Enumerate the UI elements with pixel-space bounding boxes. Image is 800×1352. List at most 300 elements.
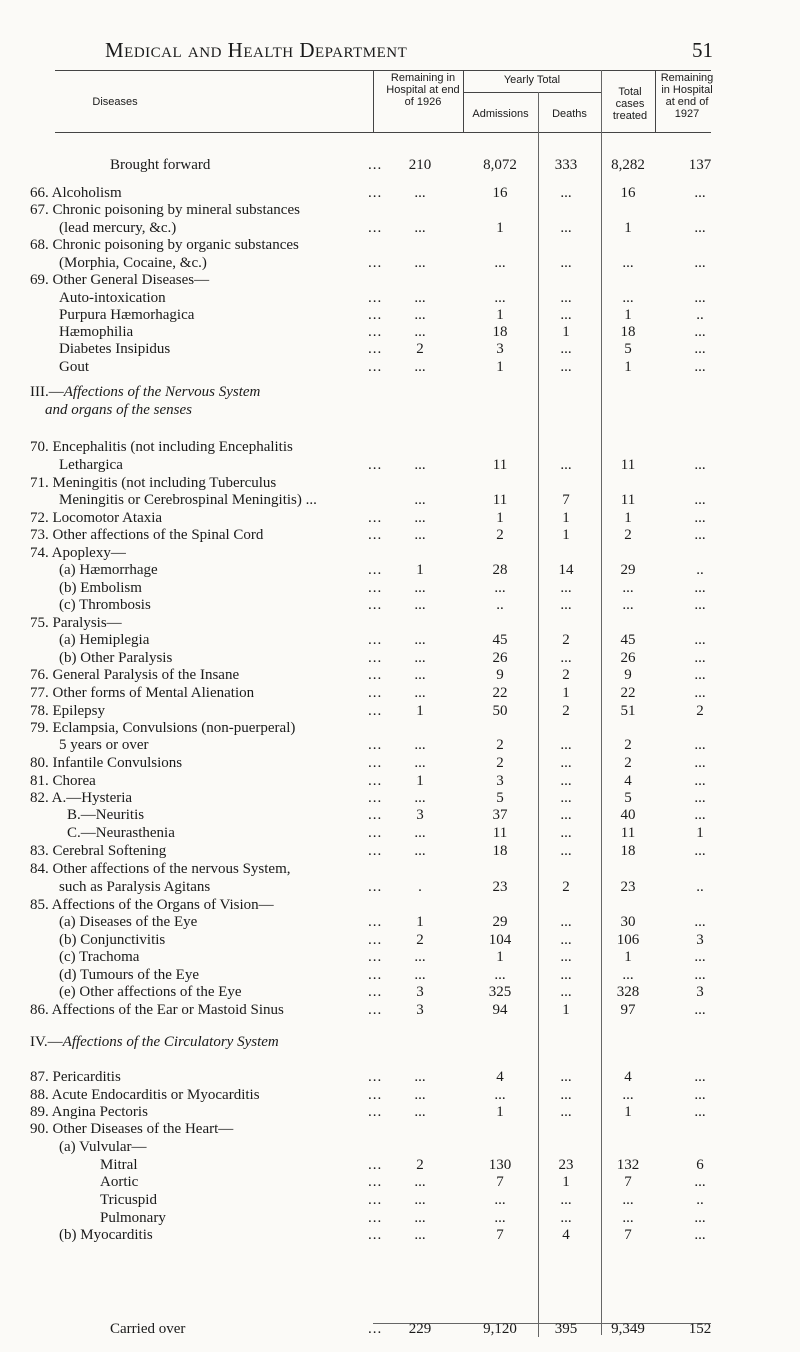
table-row bbox=[0, 615, 800, 631]
cell-rem: ... bbox=[414, 843, 426, 859]
leader-dots: ... bbox=[368, 1069, 383, 1085]
cell-end: ... bbox=[694, 650, 706, 666]
cell-rem: ... bbox=[414, 597, 426, 613]
leader-dots: ... bbox=[368, 580, 383, 596]
cell-rem: ... bbox=[414, 1069, 426, 1085]
cell-dea: 1 bbox=[562, 510, 570, 526]
cell-tot: 7 bbox=[624, 1227, 632, 1243]
row-label: 68. Chronic poisoning by organic substances bbox=[30, 237, 299, 253]
section-heading bbox=[30, 384, 260, 401]
cell-rem: ... bbox=[414, 220, 426, 236]
cell-dea: 2 bbox=[562, 879, 570, 895]
cell-tot: ... bbox=[622, 1192, 634, 1208]
cell-end: 2 bbox=[696, 703, 704, 719]
cell-tot: 40 bbox=[620, 807, 636, 823]
cell-adm: 11 bbox=[492, 457, 508, 473]
row-label: 70. Encephalitis (not including Encephalitis bbox=[30, 439, 293, 455]
leader-dots: ... bbox=[368, 879, 383, 895]
leader-dots: ... bbox=[368, 825, 383, 841]
cell-dea: ... bbox=[560, 755, 572, 771]
cell-rem: ... bbox=[414, 492, 426, 508]
cell-end: .. bbox=[696, 307, 704, 323]
cell-tot: ... bbox=[622, 967, 634, 983]
table-row bbox=[0, 359, 800, 375]
leader-dots: ... bbox=[368, 341, 383, 357]
col-header-yearly-total: Yearly Total bbox=[503, 74, 561, 86]
section-heading bbox=[30, 1034, 279, 1051]
row-label: 5 years or over bbox=[59, 737, 149, 753]
cell-rem: ... bbox=[414, 1227, 426, 1243]
cell-end: ... bbox=[694, 773, 706, 789]
leader-dots: ... bbox=[368, 667, 383, 683]
cell-rem: ... bbox=[414, 580, 426, 596]
leader-dots: ... bbox=[368, 737, 383, 753]
cell-end: 3 bbox=[696, 984, 704, 1000]
cell-dea: ... bbox=[560, 1192, 572, 1208]
row-label: 81. Chorea bbox=[30, 773, 96, 789]
cell-dea: 1 bbox=[562, 527, 570, 543]
cell-adm: 2 bbox=[496, 737, 504, 753]
leader-dots: ... bbox=[368, 157, 383, 173]
table-row bbox=[0, 843, 800, 859]
cell-rem: 2 bbox=[416, 1157, 424, 1173]
cell-adm: ... bbox=[494, 967, 506, 983]
row-label: 66. Alcoholism bbox=[30, 185, 122, 201]
leader-dots: ... bbox=[368, 1087, 383, 1103]
leader-dots: ... bbox=[368, 457, 383, 473]
leader-dots: ... bbox=[368, 807, 383, 823]
cell-tot: 1 bbox=[624, 307, 632, 323]
cell-rem: ... bbox=[414, 1174, 426, 1190]
cell-end: ... bbox=[694, 685, 706, 701]
leader-dots: ... bbox=[368, 307, 383, 323]
cell-end: ... bbox=[694, 580, 706, 596]
header-title: Medical and Health Department bbox=[105, 38, 408, 62]
cell-tot: 26 bbox=[620, 650, 636, 666]
cell-end: .. bbox=[696, 879, 704, 895]
leader-dots: ... bbox=[368, 932, 383, 948]
cell-adm: ... bbox=[494, 1210, 506, 1226]
leader-dots: ... bbox=[368, 597, 383, 613]
cell-adm: ... bbox=[494, 1087, 506, 1103]
cell-rem: . bbox=[418, 879, 422, 895]
col-header-remaining-end: Remaining in Hospital at end of 1927 bbox=[660, 72, 714, 120]
cell-adm: 50 bbox=[492, 703, 508, 719]
table-row bbox=[0, 879, 800, 895]
cell-dea: ... bbox=[560, 825, 572, 841]
cell-end: 152 bbox=[688, 1321, 712, 1337]
cell-adm: 18 bbox=[492, 324, 508, 340]
cell-adm: 3 bbox=[496, 341, 504, 357]
cell-tot: 4 bbox=[624, 1069, 632, 1085]
leader-dots: ... bbox=[368, 220, 383, 236]
table-row bbox=[0, 341, 800, 357]
col-header-deaths: Deaths bbox=[552, 108, 587, 120]
cell-end: ... bbox=[694, 790, 706, 806]
cell-dea: ... bbox=[560, 220, 572, 236]
cell-rem: ... bbox=[414, 632, 426, 648]
cell-dea: 4 bbox=[562, 1227, 570, 1243]
col-divider bbox=[373, 70, 374, 132]
table-row bbox=[0, 1087, 800, 1103]
leader-dots: ... bbox=[368, 703, 383, 719]
cell-adm: 7 bbox=[496, 1174, 504, 1190]
cell-rem: ... bbox=[414, 667, 426, 683]
table-row bbox=[0, 562, 800, 578]
table-row bbox=[0, 545, 800, 561]
table-row bbox=[0, 510, 800, 526]
cell-rem: ... bbox=[414, 324, 426, 340]
row-label: 90. Other Diseases of the Heart— bbox=[30, 1121, 234, 1137]
cell-rem: ... bbox=[414, 510, 426, 526]
cell-tot: 11 bbox=[620, 457, 636, 473]
cell-rem: ... bbox=[414, 359, 426, 375]
leader-dots: ... bbox=[368, 1002, 383, 1018]
cell-end: ... bbox=[694, 341, 706, 357]
cell-adm: 23 bbox=[492, 879, 508, 895]
cell-tot: 328 bbox=[616, 984, 640, 1000]
cell-adm: 18 bbox=[492, 843, 508, 859]
table-row bbox=[0, 492, 800, 508]
cell-end: ... bbox=[694, 597, 706, 613]
cell-adm: 1 bbox=[496, 307, 504, 323]
table-row bbox=[0, 324, 800, 340]
cell-adm: 4 bbox=[496, 1069, 504, 1085]
table-row bbox=[0, 475, 800, 491]
table-row bbox=[0, 272, 800, 288]
cell-tot: 2 bbox=[624, 755, 632, 771]
cell-dea: ... bbox=[560, 807, 572, 823]
cell-rem: 2 bbox=[416, 341, 424, 357]
cell-tot: 18 bbox=[620, 324, 636, 340]
cell-tot: ... bbox=[622, 290, 634, 306]
cell-tot: 1 bbox=[624, 949, 632, 965]
cell-tot: 5 bbox=[624, 790, 632, 806]
row-label: (c) Thrombosis bbox=[59, 597, 151, 613]
cell-dea: 14 bbox=[558, 562, 574, 578]
cell-dea: ... bbox=[560, 773, 572, 789]
row-label: Meningitis or Cerebrospinal Meningitis) ... bbox=[59, 492, 317, 508]
table-row bbox=[0, 1210, 800, 1226]
cell-tot: 9,349 bbox=[611, 1321, 645, 1337]
cell-adm: ... bbox=[494, 290, 506, 306]
cell-adm: ... bbox=[494, 580, 506, 596]
leader-dots: ... bbox=[368, 773, 383, 789]
table-row bbox=[0, 703, 800, 719]
row-label: 89. Angina Pectoris bbox=[30, 1104, 148, 1120]
cell-dea: 23 bbox=[558, 1157, 574, 1173]
cell-rem: ... bbox=[414, 1087, 426, 1103]
leader-dots: ... bbox=[368, 949, 383, 965]
cell-dea: ... bbox=[560, 737, 572, 753]
row-label: (b) Conjunctivitis bbox=[59, 932, 166, 948]
cell-tot: 51 bbox=[620, 703, 636, 719]
cell-end: ... bbox=[694, 255, 706, 271]
row-label: Pulmonary bbox=[100, 1210, 166, 1226]
cell-rem: ... bbox=[414, 949, 426, 965]
cell-dea: ... bbox=[560, 255, 572, 271]
cell-rem: 1 bbox=[416, 914, 424, 930]
cell-adm: 37 bbox=[492, 807, 508, 823]
table-row bbox=[0, 755, 800, 771]
table-row bbox=[0, 237, 800, 253]
col-divider bbox=[463, 70, 464, 132]
row-label: 67. Chronic poisoning by mineral substances bbox=[30, 202, 300, 218]
row-label: 77. Other forms of Mental Alienation bbox=[30, 685, 255, 701]
cell-rem: 1 bbox=[416, 562, 424, 578]
cell-end: ... bbox=[694, 949, 706, 965]
cell-rem: 2 bbox=[416, 932, 424, 948]
cell-rem: 229 bbox=[408, 1321, 432, 1337]
cell-tot: 5 bbox=[624, 341, 632, 357]
section-title: and organs of the senses bbox=[45, 402, 192, 418]
cell-rem: ... bbox=[414, 737, 426, 753]
cell-rem: ... bbox=[414, 527, 426, 543]
cell-tot: ... bbox=[622, 597, 634, 613]
leader-dots: ... bbox=[368, 562, 383, 578]
table-row bbox=[0, 580, 800, 596]
row-label: 88. Acute Endocarditis or Myocarditis bbox=[30, 1087, 260, 1103]
table-row bbox=[0, 202, 800, 218]
cell-tot: 106 bbox=[616, 932, 640, 948]
cell-dea: 2 bbox=[562, 703, 570, 719]
row-label: B.—Neuritis bbox=[67, 807, 145, 823]
table-row bbox=[0, 307, 800, 323]
row-label: Aortic bbox=[100, 1174, 139, 1190]
table-row bbox=[0, 220, 800, 236]
row-label: 85. Affections of the Organs of Vision— bbox=[30, 897, 274, 913]
cell-rem: ... bbox=[414, 685, 426, 701]
cell-end: ... bbox=[694, 967, 706, 983]
cell-tot: 132 bbox=[616, 1157, 640, 1173]
table-row bbox=[0, 984, 800, 1000]
cell-rem: 1 bbox=[416, 773, 424, 789]
cell-end: ... bbox=[694, 324, 706, 340]
cell-end: .. bbox=[696, 1192, 704, 1208]
cell-end: ... bbox=[694, 755, 706, 771]
cell-dea: ... bbox=[560, 290, 572, 306]
table-row bbox=[0, 914, 800, 930]
cell-adm: 2 bbox=[496, 527, 504, 543]
cell-adm: 3 bbox=[496, 773, 504, 789]
leader-dots: ... bbox=[368, 1321, 383, 1337]
row-label: 74. Apoplexy— bbox=[30, 545, 126, 561]
table-row bbox=[0, 290, 800, 306]
leader-dots: ... bbox=[368, 527, 383, 543]
table-row bbox=[0, 457, 800, 473]
cell-dea: ... bbox=[560, 650, 572, 666]
row-label: Mitral bbox=[100, 1157, 138, 1173]
cell-dea: ... bbox=[560, 1069, 572, 1085]
cell-tot: 29 bbox=[620, 562, 636, 578]
cell-rem: ... bbox=[414, 650, 426, 666]
row-label: (b) Embolism bbox=[59, 580, 142, 596]
cell-end: ... bbox=[694, 632, 706, 648]
cell-dea: 2 bbox=[562, 632, 570, 648]
row-label: Auto-intoxication bbox=[59, 290, 166, 306]
row-label: (c) Trachoma bbox=[59, 949, 140, 965]
table-row bbox=[0, 632, 800, 648]
cell-rem: 3 bbox=[416, 807, 424, 823]
row-label: 82. A.—Hysteria bbox=[30, 790, 133, 806]
cell-tot: 4 bbox=[624, 773, 632, 789]
cell-end: ... bbox=[694, 1104, 706, 1120]
cell-adm: 26 bbox=[492, 650, 508, 666]
table-row bbox=[0, 932, 800, 948]
table-top-rule bbox=[55, 70, 711, 71]
cell-end: ... bbox=[694, 1227, 706, 1243]
cell-end: ... bbox=[694, 1002, 706, 1018]
row-label: 87. Pericarditis bbox=[30, 1069, 121, 1085]
cell-rem: ... bbox=[414, 825, 426, 841]
cell-dea: ... bbox=[560, 580, 572, 596]
table-row bbox=[0, 597, 800, 613]
leader-dots: ... bbox=[368, 685, 383, 701]
row-label: (Morphia, Cocaine, &c.) bbox=[59, 255, 207, 271]
row-label: (a) Diseases of the Eye bbox=[59, 914, 198, 930]
cell-tot: 9 bbox=[624, 667, 632, 683]
leader-dots: ... bbox=[368, 290, 383, 306]
row-label: 86. Affections of the Ear or Mastoid Sinus bbox=[30, 1002, 284, 1018]
section-title: Affections of the Nervous System bbox=[63, 384, 261, 400]
cell-tot: 16 bbox=[620, 185, 636, 201]
cell-rem: ... bbox=[414, 755, 426, 771]
row-label: (lead mercury, &c.) bbox=[59, 220, 177, 236]
table-row bbox=[0, 825, 800, 841]
cell-dea: 1 bbox=[562, 685, 570, 701]
section-number: IV.— bbox=[30, 1034, 63, 1050]
section-title: Affections of the Circulatory System bbox=[62, 1034, 279, 1050]
col-header-diseases: Diseases bbox=[92, 96, 138, 108]
table-row bbox=[0, 737, 800, 753]
cell-dea: 1 bbox=[562, 1002, 570, 1018]
cell-adm: 11 bbox=[492, 492, 508, 508]
cell-tot: 45 bbox=[620, 632, 636, 648]
leader-dots: ... bbox=[368, 359, 383, 375]
cell-adm: 7 bbox=[496, 1227, 504, 1243]
col-header-total-treated: Total cases treated bbox=[612, 86, 648, 122]
row-label: 73. Other affections of the Spinal Cord bbox=[30, 527, 264, 543]
cell-adm: 1 bbox=[496, 359, 504, 375]
cell-tot: 11 bbox=[620, 492, 636, 508]
leader-dots: ... bbox=[368, 185, 383, 201]
leader-dots: ... bbox=[368, 1174, 383, 1190]
row-label: 69. Other General Diseases— bbox=[30, 272, 210, 288]
row-label: (a) Hæmorrhage bbox=[59, 562, 158, 578]
cell-adm: 28 bbox=[492, 562, 508, 578]
cell-rem: ... bbox=[414, 1192, 426, 1208]
cell-tot: ... bbox=[622, 1087, 634, 1103]
row-label: 84. Other affections of the nervous System, bbox=[30, 861, 291, 877]
table-row bbox=[0, 949, 800, 965]
cell-end: ... bbox=[694, 914, 706, 930]
cell-end: ... bbox=[694, 667, 706, 683]
row-label: Tricuspid bbox=[100, 1192, 157, 1208]
cell-adm: 9 bbox=[496, 667, 504, 683]
row-label: 71. Meningitis (not including Tuberculus bbox=[30, 475, 277, 491]
cell-tot: 30 bbox=[620, 914, 636, 930]
page-number: 51 bbox=[692, 38, 713, 62]
cell-end: ... bbox=[694, 1069, 706, 1085]
row-label: Carried over bbox=[110, 1321, 186, 1337]
row-label: (e) Other affections of the Eye bbox=[59, 984, 242, 1000]
col-header-admissions: Admissions bbox=[472, 108, 529, 120]
cell-tot: 11 bbox=[620, 825, 636, 841]
cell-tot: 1 bbox=[624, 1104, 632, 1120]
row-label: Gout bbox=[59, 359, 89, 375]
cell-rem: 3 bbox=[416, 984, 424, 1000]
cell-tot: 7 bbox=[624, 1174, 632, 1190]
row-label: (d) Tumours of the Eye bbox=[59, 967, 199, 983]
cell-adm: 9,120 bbox=[483, 1321, 517, 1337]
cell-dea: ... bbox=[560, 185, 572, 201]
leader-dots: ... bbox=[368, 790, 383, 806]
cell-adm: 1 bbox=[496, 949, 504, 965]
cell-dea: 2 bbox=[562, 667, 570, 683]
leader-dots: ... bbox=[368, 843, 383, 859]
cell-tot: 23 bbox=[620, 879, 636, 895]
cell-dea: ... bbox=[560, 790, 572, 806]
leader-dots: ... bbox=[368, 1157, 383, 1173]
cell-adm: 1 bbox=[496, 220, 504, 236]
cell-end: 137 bbox=[688, 157, 712, 173]
cell-dea: 7 bbox=[562, 492, 570, 508]
table-row bbox=[0, 1104, 800, 1120]
row-label: (a) Hemiplegia bbox=[59, 632, 150, 648]
table-row bbox=[0, 667, 800, 683]
cell-dea: 1 bbox=[562, 1174, 570, 1190]
table-row bbox=[0, 650, 800, 666]
row-label: 79. Eclampsia, Convulsions (non-puerperal) bbox=[30, 720, 296, 736]
cell-adm: 2 bbox=[496, 755, 504, 771]
table-row bbox=[0, 773, 800, 789]
cell-adm: 104 bbox=[488, 932, 512, 948]
row-label: 72. Locomotor Ataxia bbox=[30, 510, 163, 526]
cell-rem: ... bbox=[414, 967, 426, 983]
cell-dea: ... bbox=[560, 307, 572, 323]
cell-adm: 5 bbox=[496, 790, 504, 806]
row-label: (b) Myocarditis bbox=[59, 1227, 153, 1243]
cell-end: ... bbox=[694, 220, 706, 236]
table-row bbox=[0, 157, 800, 173]
cell-adm: 11 bbox=[492, 825, 508, 841]
cell-adm: 130 bbox=[488, 1157, 512, 1173]
cell-end: ... bbox=[694, 1087, 706, 1103]
leader-dots: ... bbox=[368, 1210, 383, 1226]
row-label: 78. Epilepsy bbox=[30, 703, 105, 719]
cell-dea: ... bbox=[560, 1104, 572, 1120]
row-label: 75. Paralysis— bbox=[30, 615, 122, 631]
cell-dea: ... bbox=[560, 597, 572, 613]
table-row bbox=[0, 1192, 800, 1208]
cell-rem: ... bbox=[414, 1104, 426, 1120]
table-row bbox=[0, 439, 800, 455]
cell-dea: ... bbox=[560, 1210, 572, 1226]
cell-dea: ... bbox=[560, 843, 572, 859]
table-row bbox=[0, 1157, 800, 1173]
leader-dots: ... bbox=[368, 1227, 383, 1243]
cell-adm: .. bbox=[496, 597, 504, 613]
cell-dea: ... bbox=[560, 359, 572, 375]
section-heading bbox=[45, 402, 192, 419]
table-row bbox=[0, 897, 800, 913]
col-divider bbox=[655, 70, 656, 132]
cell-end: ... bbox=[694, 457, 706, 473]
cell-adm: 22 bbox=[492, 685, 508, 701]
cell-adm: 29 bbox=[492, 914, 508, 930]
cell-dea: ... bbox=[560, 914, 572, 930]
cell-rem: ... bbox=[414, 307, 426, 323]
